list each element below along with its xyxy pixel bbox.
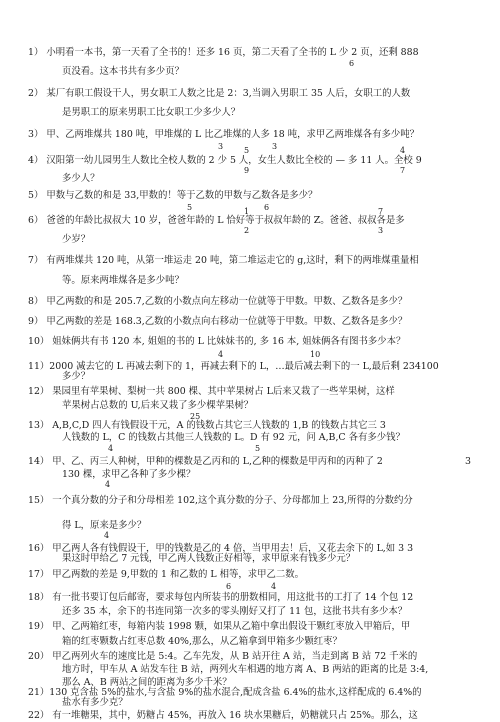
problem-12-line-1: 12） 果园里有苹果树、梨树一共 800 棵、其中苹果树占 L后来又栽了一些苹果树，这样 <box>28 386 395 397</box>
problem-1-line-2: 页没看。这本书共有多少页？ <box>62 66 184 77</box>
problem-21-line-1: 21）130 克含盐 5%的盐水,与含盐 9%的盐水混合,配成含盐 6.4%的盐水,这样配成的 6.4%的 <box>28 687 422 698</box>
problem-18-line-2: 还多 35 本，余下的书连同第一次多的零头刚好又打了 11 包，这批书共有多少本？ <box>62 606 408 617</box>
problem-4-superscript-a: 5 <box>244 146 250 155</box>
problem-17-fraction-a: 6 <box>226 582 232 591</box>
problem-2-line-2: 是男职工的原来男职工比女职工少多少人？ <box>62 107 241 118</box>
problem-10-fraction-a: 4 <box>218 350 224 359</box>
problem-7-line-1: 7） 有两堆煤共 120 吨，从第一堆运走 20 吨，第二堆运走它的 g,这时，剩下的两堆煤重量相 <box>28 255 419 266</box>
problem-5-fraction-a: 5 <box>187 203 193 212</box>
problem-14-number: 3 <box>465 456 471 467</box>
problem-10-fraction-b: 10 <box>310 350 321 359</box>
problem-20-line-1: 20） 甲乙两列火车的速度比是 5:4。乙车先发，从 B 站开往 A 站，当走到离 B 站 72 千米的 <box>28 651 418 662</box>
problem-16-line-2: 果这时甲给乙 7 元钱，甲乙两人钱数正好相等，求甲原来有钱多少元？ <box>62 553 356 564</box>
problem-20-line-2: 地方时，甲车从 A 站发车往 B 站，两列火车相遇的地方离 A、B 两站的距离的比是 3:4, <box>62 664 429 675</box>
problem-15-line-1: 15） 一个真分数的分子和分母相差 102,这个真分数的分子、分母都加上 23,所得的分数约分 <box>28 495 413 506</box>
problem-12-line-2: 苹果树占总数的 U,后来又栽了多少棵苹果树？ <box>62 400 254 411</box>
problem-6-line-2: 少岁？ <box>62 234 91 245</box>
problem-22: 22） 有一堆糖果，其中，奶糖占 45%，再放入 16 块水果糖后，奶糖就只占 25%。那么，这 <box>28 710 418 721</box>
problem-10: 10） 姐妹俩共有书 120 本, 姐姐的书的 L 比妹妹书的, 多 16 本, 姐妹俩各有图书多少本？ <box>28 336 406 347</box>
problem-11-line-1: 11）2000 减去它的 L 再减去剩下的 1，再减去剩下的 L，…最后减去剩下的一 L,最后剩 234100 <box>28 361 439 372</box>
problem-3-fraction-b: 3 <box>272 142 278 151</box>
problem-13-line-1: 13） A,B,C,D 四人有钱假设干元，A 的钱数占其它三人钱数的 1,B 的钱数占其它三 3 <box>28 420 386 431</box>
problem-6-fraction-a: 2 <box>244 226 250 235</box>
problem-2-line-1: 2） 某厂有职工假设干人，男女职工人数之比是 2：3,当调入男职工 35 人后，女职工的人数 <box>28 88 411 99</box>
problem-8: 8） 甲乙两数的和是 205.7,乙数的小数点向左移动一位就等于甲数。甲数、乙数各是多少？ <box>28 296 408 307</box>
problem-12-fraction: 25 <box>190 412 201 421</box>
problem-13-fraction-a: 4 <box>108 444 114 453</box>
problem-15-line-2: 得 L，原来是多少？ <box>62 520 147 531</box>
problem-6-superscript-b: 7 <box>378 207 384 216</box>
problem-21-line-2: 盐水有多少克？ <box>62 697 128 708</box>
problem-3-line-1: 3） 甲、乙两堆煤共 180 吨，甲堆煤的 L 比乙堆煤的人多 18 吨，求甲乙两堆煤各有多少吨？ <box>28 129 420 140</box>
problem-14-line-1: 14） 甲、乙、丙三人种树，甲种的棵数是乙丙和的 L,乙种的棵数是甲丙和的丙种了 2 <box>28 456 383 467</box>
problem-11-line-2: 多少？ <box>62 371 91 382</box>
problem-4-superscript-b: 4 <box>400 146 406 155</box>
problem-14-fraction: 4 <box>105 480 111 489</box>
problem-6-line-1: 6） 爸爸的年龄比叔叔大 10 岁，爸爸年龄的 L 恰好等于叔叔年龄的 Z。爸爸、叔叔各是多 <box>28 215 405 226</box>
problem-17: 17） 甲乙两数的差是 9,甲数的 1 和乙数的 L 相等，求甲乙二数。 <box>28 569 304 580</box>
problem-7-line-2: 等。原来两堆煤各是多少吨？ <box>62 275 184 286</box>
problem-20-line-3: 那么 A、B 两站之间的距离为多少千米？ <box>62 677 232 688</box>
problem-17-fraction-b: 4 <box>271 582 277 591</box>
problem-1-line-1: 1） 小明看一本书，第一天看了全书的！还多 16 页，第二天看了全书的 L 少 2 页，还剩 888 <box>28 47 419 58</box>
problem-4-fraction-a: 9 <box>244 166 250 175</box>
problem-19-line-2: 箱的红枣颗数占红枣总数 40%,那么，从乙箱拿到甲箱多少颗红枣？ <box>62 636 342 647</box>
problem-18-line-1: 18） 有一批书要订包后邮寄，要求每包内所装书的册数相同，用这批书的工打了 14 个包 12 <box>28 592 414 603</box>
problem-9: 9） 甲乙两数的差是 168.3,乙数的小数点向右移动一位就等于甲数。甲数、乙数各是多少？ <box>28 316 408 327</box>
problem-4-line-2: 多少人？ <box>62 173 100 184</box>
problem-15-fraction: 4 <box>104 531 110 540</box>
problem-19-line-1: 19） 甲、乙两箱红枣，每箱内装 1998 颗，如果从乙箱中拿出假设干颗红枣放入甲箱后，甲 <box>28 621 411 632</box>
problem-4-line-1: 4） 汉阳第一幼儿园男生人数比全校人数的 2 少 5 人，女生人数比全校的 — 多 11 人。全校 9 <box>28 155 422 166</box>
problem-13-line-2: 人钱数的 L，C 的钱数占其他三人钱数的 L。D 有 92 元，问 A,B,C 各有多少钱？ <box>62 432 405 443</box>
problem-4-fraction-b: 7 <box>400 166 406 175</box>
problem-6-fraction-b: 3 <box>378 226 384 235</box>
problem-5-fraction-b: 6 <box>264 203 270 212</box>
problem-14-line-2: 130 棵，求甲乙各种了多少棵？ <box>62 469 196 480</box>
problem-3-fraction-a: 3 <box>218 142 224 151</box>
problem-1-fraction-denominator: 6 <box>349 59 355 68</box>
problem-5-line-1: 5） 甲数与乙数的和是 33,甲数的！等于乙数的甲数与乙数各是多少？ <box>28 190 318 201</box>
problem-6-superscript-a: 1 <box>244 207 250 216</box>
problem-13-fraction-b: 5 <box>255 444 261 453</box>
problem-16-line-1: 16） 甲乙两人各有钱假设干，甲的钱数是乙的 4 倍，当甲用去！后，又花去余下的 L,如 3 3 <box>28 543 414 554</box>
